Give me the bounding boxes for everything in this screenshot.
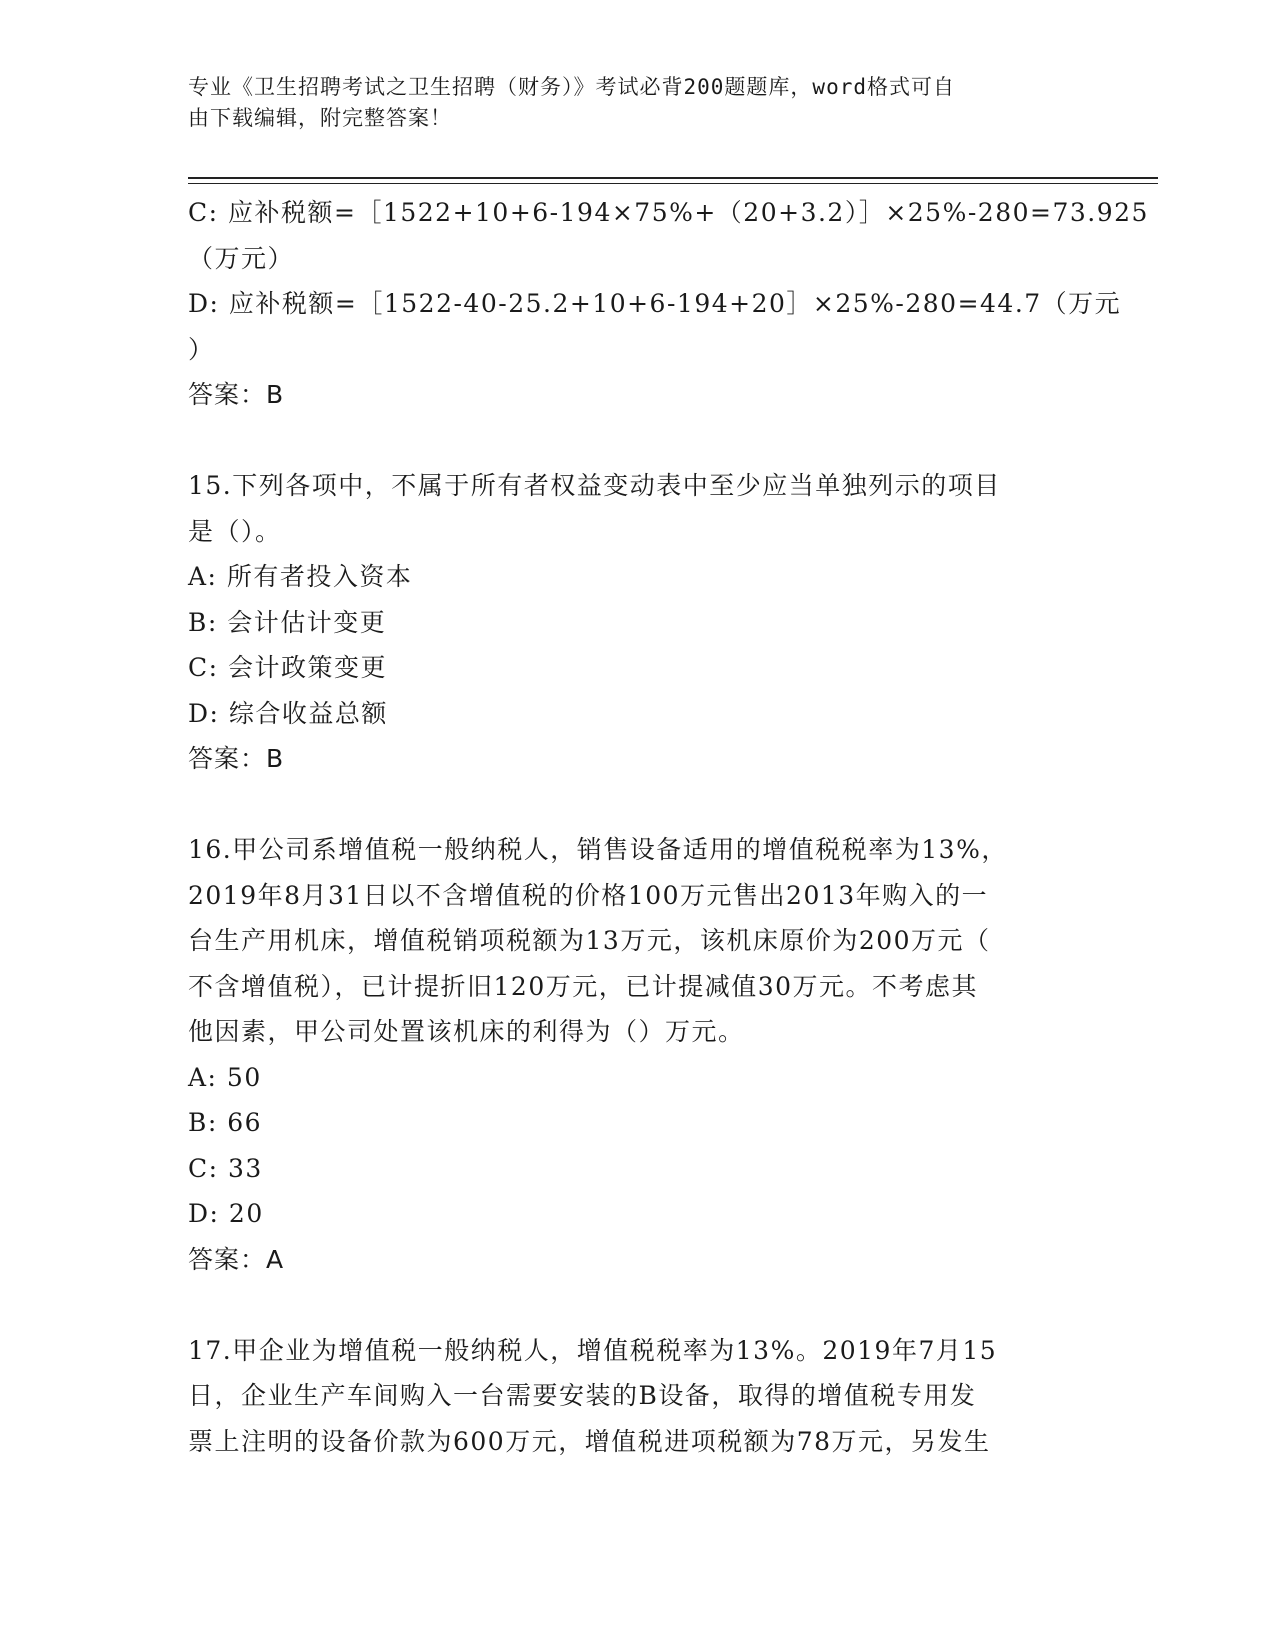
question-14-tail [188, 190, 1149, 418]
option-b: B: 会计估计变更 [188, 607, 387, 637]
question-16 [188, 827, 1088, 1282]
option-c: C: 会计政策变更 [188, 653, 387, 682]
question-stem-line: 日，企业生产车间购入一台需要安装的B设备，取得的增值税专用发 [188, 1381, 977, 1410]
header-line: 专业《卫生招聘考试之卫生招聘（财务）》考试必背200题题库，word格式可自 [188, 75, 955, 99]
header-line: 由下载编辑，附完整答案！ [188, 106, 452, 130]
question-stem-line: 是（）。 [188, 516, 282, 546]
option-d-line: D: 应补税额=［1522-40-25.2+10+6-194+20］×25%-280=44.7（万元 [188, 289, 1122, 318]
answer-line: 答案：B [188, 380, 285, 409]
question-spacer [188, 1282, 1088, 1328]
question-15 [188, 463, 1088, 782]
option-a: A: 所有者投入资本 [188, 562, 413, 591]
question-stem-line: 票上注明的设备价款为600万元，增值税进项税额为78万元，另发生 [188, 1426, 991, 1456]
option-a: A: 50 [188, 1062, 262, 1092]
document-header [188, 72, 1068, 134]
question-17 [188, 1328, 1088, 1465]
answer-line: 答案：B [188, 744, 285, 773]
option-c: C: 33 [188, 1153, 263, 1183]
answer-line: 答案：A [188, 1244, 285, 1274]
question-stem-line: 15.下列各项中，不属于所有者权益变动表中至少应当单独列示的项目 [188, 471, 1001, 500]
option-d: D: 20 [188, 1199, 264, 1228]
header-divider-thick [188, 177, 1158, 179]
question-stem-line: 16.甲公司系增值税一般纳税人，销售设备适用的增值税税率为13%， [188, 835, 1008, 864]
option-b: B: 66 [188, 1108, 263, 1137]
question-stem-line: 不含增值税），已计提折旧120万元，已计提减值30万元。不考虑其 [188, 971, 979, 1001]
question-stem-line: 2019年8月31日以不含增值税的价格100万元售出2013年购入的一 [188, 880, 989, 910]
question-spacer [188, 418, 1088, 464]
option-c-line: C: 应补税额=［1522+10+6-194×75%+（20+3.2）］×25%-280=73.925 [188, 198, 1149, 227]
question-spacer [188, 782, 1088, 828]
option-d: D: 综合收益总额 [188, 698, 388, 728]
question-stem-line: 台生产用机床，增值税销项税额为13万元，该机床原价为200万元（ [188, 926, 991, 955]
document-body [188, 190, 1149, 1464]
option-c-line: （万元） [188, 243, 295, 273]
question-stem-line: 他因素，甲公司处置该机床的利得为（）万元。 [188, 1017, 745, 1046]
question-stem-line: 17.甲企业为增值税一般纳税人，增值税税率为13%。2019年7月15 [188, 1335, 998, 1365]
option-d-line: ） [188, 334, 215, 364]
header-divider-thin [188, 183, 1158, 184]
